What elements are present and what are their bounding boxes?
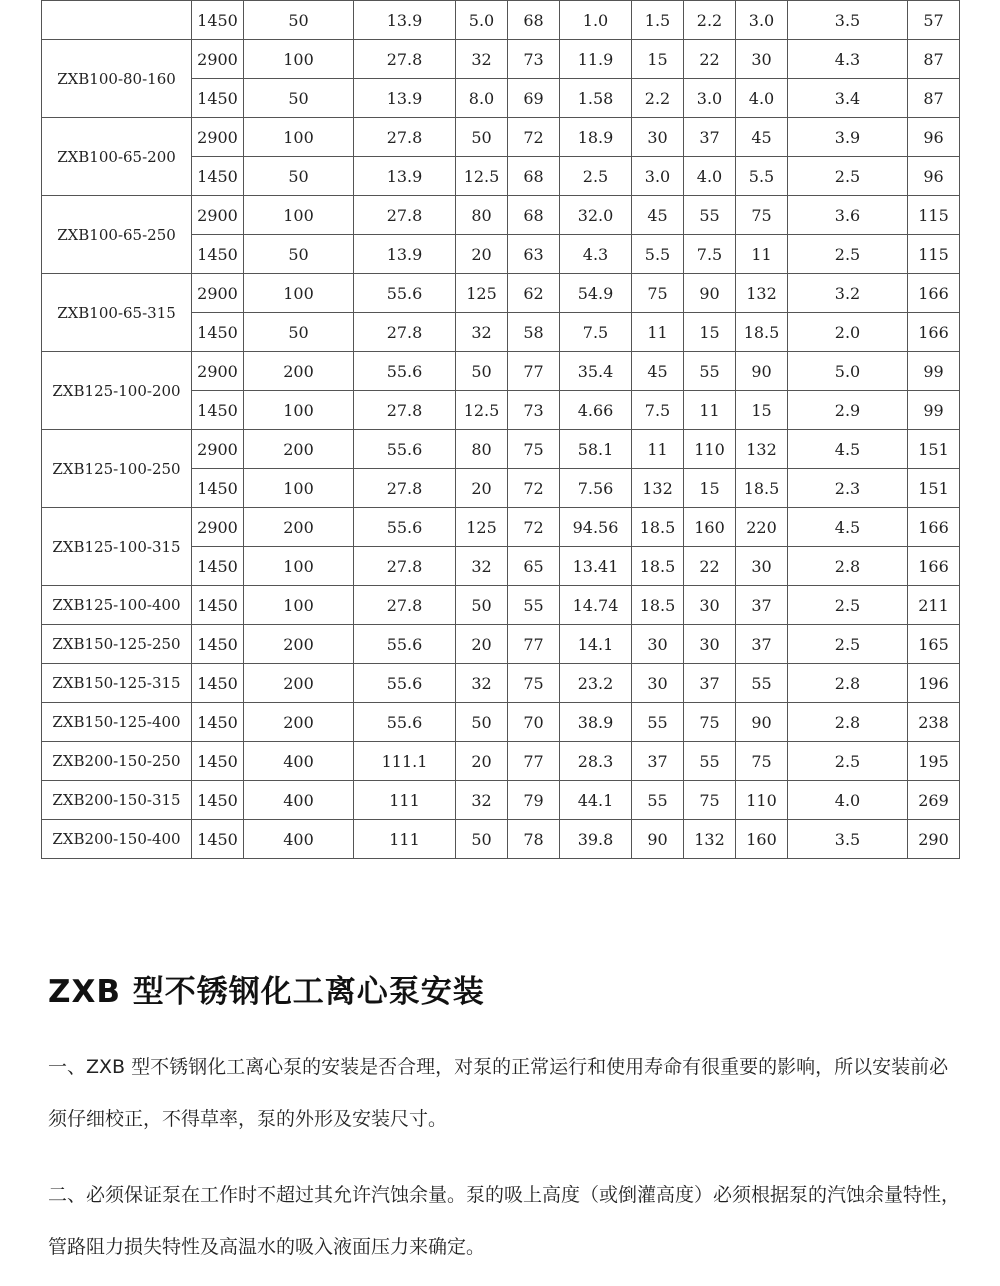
value-cell: 2.2 bbox=[632, 79, 684, 118]
value-cell: 1450 bbox=[192, 547, 244, 586]
value-cell: 2900 bbox=[192, 118, 244, 157]
value-cell: 18.5 bbox=[736, 313, 788, 352]
value-cell: 211 bbox=[908, 586, 960, 625]
value-cell: 11.9 bbox=[560, 40, 632, 79]
value-cell: 58.1 bbox=[560, 430, 632, 469]
value-cell: 100 bbox=[244, 196, 354, 235]
value-cell: 55 bbox=[684, 196, 736, 235]
value-cell: 3.0 bbox=[684, 79, 736, 118]
value-cell: 400 bbox=[244, 742, 354, 781]
value-cell: 27.8 bbox=[354, 196, 456, 235]
value-cell: 55 bbox=[684, 352, 736, 391]
value-cell: 3.0 bbox=[736, 1, 788, 40]
value-cell: 2.5 bbox=[788, 157, 908, 196]
value-cell: 55 bbox=[736, 664, 788, 703]
value-cell: 75 bbox=[508, 664, 560, 703]
value-cell: 75 bbox=[508, 430, 560, 469]
value-cell: 32 bbox=[456, 313, 508, 352]
value-cell: 75 bbox=[684, 781, 736, 820]
table-row bbox=[42, 508, 960, 547]
value-cell: 2.0 bbox=[788, 313, 908, 352]
value-cell: 55.6 bbox=[354, 430, 456, 469]
value-cell: 13.41 bbox=[560, 547, 632, 586]
table-row bbox=[42, 40, 960, 79]
value-cell: 55.6 bbox=[354, 274, 456, 313]
value-cell: 73 bbox=[508, 40, 560, 79]
value-cell: 11 bbox=[632, 313, 684, 352]
model-cell bbox=[42, 1, 192, 40]
table-row bbox=[42, 196, 960, 235]
value-cell: 100 bbox=[244, 118, 354, 157]
value-cell: 2.5 bbox=[788, 586, 908, 625]
value-cell: 11 bbox=[632, 430, 684, 469]
value-cell: 75 bbox=[736, 196, 788, 235]
value-cell: 18.5 bbox=[736, 469, 788, 508]
value-cell: 96 bbox=[908, 157, 960, 196]
value-cell: 2.8 bbox=[788, 547, 908, 586]
value-cell: 63 bbox=[508, 235, 560, 274]
value-cell: 18.5 bbox=[632, 547, 684, 586]
value-cell: 11 bbox=[684, 391, 736, 430]
value-cell: 7.56 bbox=[560, 469, 632, 508]
value-cell: 1450 bbox=[192, 235, 244, 274]
value-cell: 75 bbox=[632, 274, 684, 313]
value-cell: 30 bbox=[684, 625, 736, 664]
model-cell: ZXB150-125-400 bbox=[42, 703, 192, 742]
value-cell: 57 bbox=[908, 1, 960, 40]
value-cell: 75 bbox=[684, 703, 736, 742]
value-cell: 2.5 bbox=[788, 235, 908, 274]
value-cell: 55.6 bbox=[354, 664, 456, 703]
value-cell: 110 bbox=[736, 781, 788, 820]
value-cell: 77 bbox=[508, 352, 560, 391]
value-cell: 4.5 bbox=[788, 508, 908, 547]
value-cell: 1450 bbox=[192, 703, 244, 742]
value-cell: 13.9 bbox=[354, 157, 456, 196]
value-cell: 100 bbox=[244, 274, 354, 313]
value-cell: 45 bbox=[632, 352, 684, 391]
value-cell: 50 bbox=[456, 586, 508, 625]
value-cell: 4.5 bbox=[788, 430, 908, 469]
value-cell: 50 bbox=[244, 313, 354, 352]
value-cell: 4.66 bbox=[560, 391, 632, 430]
value-cell: 1450 bbox=[192, 742, 244, 781]
value-cell: 2900 bbox=[192, 430, 244, 469]
value-cell: 32 bbox=[456, 781, 508, 820]
value-cell: 196 bbox=[908, 664, 960, 703]
value-cell: 1450 bbox=[192, 391, 244, 430]
value-cell: 4.0 bbox=[684, 157, 736, 196]
value-cell: 7.5 bbox=[560, 313, 632, 352]
table-body bbox=[42, 1, 960, 859]
value-cell: 100 bbox=[244, 40, 354, 79]
value-cell: 15 bbox=[632, 40, 684, 79]
value-cell: 100 bbox=[244, 586, 354, 625]
model-cell: ZXB100-65-315 bbox=[42, 274, 192, 352]
value-cell: 28.3 bbox=[560, 742, 632, 781]
value-cell: 132 bbox=[684, 820, 736, 859]
table-row bbox=[42, 820, 960, 859]
value-cell: 3.5 bbox=[788, 1, 908, 40]
value-cell: 39.8 bbox=[560, 820, 632, 859]
model-cell: ZXB100-80-160 bbox=[42, 40, 192, 118]
value-cell: 7.5 bbox=[684, 235, 736, 274]
value-cell: 1450 bbox=[192, 664, 244, 703]
value-cell: 2.5 bbox=[788, 625, 908, 664]
value-cell: 238 bbox=[908, 703, 960, 742]
value-cell: 400 bbox=[244, 781, 354, 820]
value-cell: 2900 bbox=[192, 352, 244, 391]
value-cell: 200 bbox=[244, 508, 354, 547]
value-cell: 22 bbox=[684, 40, 736, 79]
value-cell: 200 bbox=[244, 352, 354, 391]
value-cell: 1450 bbox=[192, 781, 244, 820]
value-cell: 132 bbox=[736, 274, 788, 313]
value-cell: 15 bbox=[684, 469, 736, 508]
model-cell: ZXB125-100-315 bbox=[42, 508, 192, 586]
table-row bbox=[42, 586, 960, 625]
value-cell: 200 bbox=[244, 664, 354, 703]
value-cell: 87 bbox=[908, 40, 960, 79]
value-cell: 14.1 bbox=[560, 625, 632, 664]
model-cell: ZXB100-65-250 bbox=[42, 196, 192, 274]
value-cell: 30 bbox=[684, 586, 736, 625]
value-cell: 96 bbox=[908, 118, 960, 157]
table-row bbox=[42, 118, 960, 157]
value-cell: 68 bbox=[508, 157, 560, 196]
value-cell: 151 bbox=[908, 469, 960, 508]
value-cell: 2900 bbox=[192, 40, 244, 79]
value-cell: 37 bbox=[684, 118, 736, 157]
value-cell: 8.0 bbox=[456, 79, 508, 118]
value-cell: 55 bbox=[684, 742, 736, 781]
value-cell: 100 bbox=[244, 547, 354, 586]
value-cell: 99 bbox=[908, 352, 960, 391]
value-cell: 32 bbox=[456, 547, 508, 586]
model-cell: ZXB200-150-315 bbox=[42, 781, 192, 820]
value-cell: 2900 bbox=[192, 508, 244, 547]
value-cell: 55.6 bbox=[354, 508, 456, 547]
value-cell: 18.5 bbox=[632, 586, 684, 625]
value-cell: 37 bbox=[684, 664, 736, 703]
table-row bbox=[42, 430, 960, 469]
value-cell: 27.8 bbox=[354, 313, 456, 352]
value-cell: 160 bbox=[684, 508, 736, 547]
value-cell: 111 bbox=[354, 820, 456, 859]
value-cell: 65 bbox=[508, 547, 560, 586]
value-cell: 1450 bbox=[192, 469, 244, 508]
value-cell: 2.3 bbox=[788, 469, 908, 508]
value-cell: 90 bbox=[632, 820, 684, 859]
value-cell: 32 bbox=[456, 664, 508, 703]
value-cell: 35.4 bbox=[560, 352, 632, 391]
value-cell: 72 bbox=[508, 469, 560, 508]
value-cell: 20 bbox=[456, 235, 508, 274]
value-cell: 75 bbox=[736, 742, 788, 781]
value-cell: 27.8 bbox=[354, 40, 456, 79]
table-row bbox=[42, 274, 960, 313]
value-cell: 23.2 bbox=[560, 664, 632, 703]
section-title: ZXB 型不锈钢化工离心泵安装 bbox=[48, 974, 485, 1010]
value-cell: 12.5 bbox=[456, 157, 508, 196]
value-cell: 99 bbox=[908, 391, 960, 430]
value-cell: 27.8 bbox=[354, 547, 456, 586]
value-cell: 110 bbox=[684, 430, 736, 469]
value-cell: 2.9 bbox=[788, 391, 908, 430]
value-cell: 4.3 bbox=[560, 235, 632, 274]
value-cell: 50 bbox=[456, 703, 508, 742]
model-cell: ZXB200-150-400 bbox=[42, 820, 192, 859]
value-cell: 160 bbox=[736, 820, 788, 859]
value-cell: 30 bbox=[632, 664, 684, 703]
value-cell: 37 bbox=[632, 742, 684, 781]
value-cell: 1.58 bbox=[560, 79, 632, 118]
value-cell: 78 bbox=[508, 820, 560, 859]
value-cell: 50 bbox=[456, 820, 508, 859]
pump-spec-table bbox=[41, 0, 960, 859]
value-cell: 3.2 bbox=[788, 274, 908, 313]
value-cell: 20 bbox=[456, 742, 508, 781]
value-cell: 18.9 bbox=[560, 118, 632, 157]
value-cell: 37 bbox=[736, 586, 788, 625]
value-cell: 50 bbox=[456, 352, 508, 391]
value-cell: 200 bbox=[244, 430, 354, 469]
value-cell: 115 bbox=[908, 196, 960, 235]
value-cell: 37 bbox=[736, 625, 788, 664]
value-cell: 77 bbox=[508, 742, 560, 781]
model-cell: ZXB125-100-200 bbox=[42, 352, 192, 430]
value-cell: 2.2 bbox=[684, 1, 736, 40]
value-cell: 7.5 bbox=[632, 391, 684, 430]
value-cell: 50 bbox=[244, 1, 354, 40]
paragraph-1: 一、ZXB 型不锈钢化工离心泵的安装是否合理，对泵的正常运行和使用寿命有很重要的影响，所以安装前必须仔细校正，不得草率，泵的外形及安装尺寸。 bbox=[48, 1056, 949, 1130]
model-cell: ZXB150-125-250 bbox=[42, 625, 192, 664]
table-row bbox=[42, 742, 960, 781]
value-cell: 30 bbox=[632, 118, 684, 157]
value-cell: 2.5 bbox=[788, 742, 908, 781]
value-cell: 125 bbox=[456, 508, 508, 547]
model-cell: ZXB200-150-250 bbox=[42, 742, 192, 781]
value-cell: 13.9 bbox=[354, 1, 456, 40]
value-cell: 132 bbox=[736, 430, 788, 469]
value-cell: 5.0 bbox=[456, 1, 508, 40]
value-cell: 290 bbox=[908, 820, 960, 859]
value-cell: 2.8 bbox=[788, 703, 908, 742]
value-cell: 55 bbox=[632, 703, 684, 742]
value-cell: 132 bbox=[632, 469, 684, 508]
value-cell: 80 bbox=[456, 196, 508, 235]
value-cell: 2.5 bbox=[560, 157, 632, 196]
value-cell: 90 bbox=[736, 352, 788, 391]
value-cell: 32.0 bbox=[560, 196, 632, 235]
model-cell: ZXB100-65-200 bbox=[42, 118, 192, 196]
value-cell: 151 bbox=[908, 430, 960, 469]
model-cell: ZXB125-100-250 bbox=[42, 430, 192, 508]
table-row bbox=[42, 1, 960, 40]
value-cell: 68 bbox=[508, 196, 560, 235]
value-cell: 100 bbox=[244, 469, 354, 508]
value-cell: 1.0 bbox=[560, 1, 632, 40]
value-cell: 50 bbox=[244, 79, 354, 118]
value-cell: 111.1 bbox=[354, 742, 456, 781]
table-row bbox=[42, 352, 960, 391]
value-cell: 72 bbox=[508, 118, 560, 157]
value-cell: 58 bbox=[508, 313, 560, 352]
value-cell: 12.5 bbox=[456, 391, 508, 430]
model-cell: ZXB125-100-400 bbox=[42, 586, 192, 625]
value-cell: 62 bbox=[508, 274, 560, 313]
value-cell: 27.8 bbox=[354, 469, 456, 508]
value-cell: 54.9 bbox=[560, 274, 632, 313]
value-cell: 269 bbox=[908, 781, 960, 820]
model-cell: ZXB150-125-315 bbox=[42, 664, 192, 703]
value-cell: 90 bbox=[684, 274, 736, 313]
value-cell: 1450 bbox=[192, 1, 244, 40]
value-cell: 166 bbox=[908, 508, 960, 547]
value-cell: 1450 bbox=[192, 157, 244, 196]
value-cell: 200 bbox=[244, 625, 354, 664]
value-cell: 2900 bbox=[192, 196, 244, 235]
value-cell: 32 bbox=[456, 40, 508, 79]
value-cell: 94.56 bbox=[560, 508, 632, 547]
value-cell: 13.9 bbox=[354, 79, 456, 118]
value-cell: 1.5 bbox=[632, 1, 684, 40]
value-cell: 2.8 bbox=[788, 664, 908, 703]
value-cell: 1450 bbox=[192, 313, 244, 352]
value-cell: 166 bbox=[908, 274, 960, 313]
value-cell: 3.5 bbox=[788, 820, 908, 859]
value-cell: 1450 bbox=[192, 625, 244, 664]
value-cell: 15 bbox=[736, 391, 788, 430]
value-cell: 18.5 bbox=[632, 508, 684, 547]
value-cell: 50 bbox=[244, 235, 354, 274]
value-cell: 166 bbox=[908, 547, 960, 586]
value-cell: 45 bbox=[632, 196, 684, 235]
value-cell: 5.5 bbox=[632, 235, 684, 274]
table-row bbox=[42, 664, 960, 703]
value-cell: 1450 bbox=[192, 820, 244, 859]
value-cell: 3.0 bbox=[632, 157, 684, 196]
value-cell: 50 bbox=[456, 118, 508, 157]
value-cell: 3.9 bbox=[788, 118, 908, 157]
value-cell: 73 bbox=[508, 391, 560, 430]
value-cell: 20 bbox=[456, 625, 508, 664]
value-cell: 200 bbox=[244, 703, 354, 742]
value-cell: 14.74 bbox=[560, 586, 632, 625]
value-cell: 220 bbox=[736, 508, 788, 547]
value-cell: 38.9 bbox=[560, 703, 632, 742]
value-cell: 125 bbox=[456, 274, 508, 313]
value-cell: 30 bbox=[736, 40, 788, 79]
value-cell: 195 bbox=[908, 742, 960, 781]
value-cell: 165 bbox=[908, 625, 960, 664]
value-cell: 72 bbox=[508, 508, 560, 547]
value-cell: 11 bbox=[736, 235, 788, 274]
value-cell: 55.6 bbox=[354, 625, 456, 664]
value-cell: 3.6 bbox=[788, 196, 908, 235]
value-cell: 22 bbox=[684, 547, 736, 586]
value-cell: 2900 bbox=[192, 274, 244, 313]
value-cell: 90 bbox=[736, 703, 788, 742]
value-cell: 30 bbox=[736, 547, 788, 586]
value-cell: 5.5 bbox=[736, 157, 788, 196]
value-cell: 55 bbox=[508, 586, 560, 625]
value-cell: 4.0 bbox=[736, 79, 788, 118]
value-cell: 13.9 bbox=[354, 235, 456, 274]
paragraph-2: 二、必须保证泵在工作时不超过其允许汽蚀余量。泵的吸上高度（或倒灌高度）必须根据泵的汽蚀余量特性，管路阻力损失特性及高温水的吸入液面压力来确定。 bbox=[48, 1184, 961, 1258]
table-row bbox=[42, 703, 960, 742]
value-cell: 100 bbox=[244, 391, 354, 430]
value-cell: 30 bbox=[632, 625, 684, 664]
value-cell: 400 bbox=[244, 820, 354, 859]
value-cell: 79 bbox=[508, 781, 560, 820]
value-cell: 111 bbox=[354, 781, 456, 820]
value-cell: 166 bbox=[908, 313, 960, 352]
value-cell: 69 bbox=[508, 79, 560, 118]
value-cell: 4.0 bbox=[788, 781, 908, 820]
table-row bbox=[42, 781, 960, 820]
table-row bbox=[42, 625, 960, 664]
value-cell: 44.1 bbox=[560, 781, 632, 820]
value-cell: 68 bbox=[508, 1, 560, 40]
value-cell: 77 bbox=[508, 625, 560, 664]
value-cell: 20 bbox=[456, 469, 508, 508]
value-cell: 27.8 bbox=[354, 118, 456, 157]
value-cell: 5.0 bbox=[788, 352, 908, 391]
value-cell: 80 bbox=[456, 430, 508, 469]
value-cell: 27.8 bbox=[354, 391, 456, 430]
value-cell: 55.6 bbox=[354, 703, 456, 742]
value-cell: 70 bbox=[508, 703, 560, 742]
value-cell: 1450 bbox=[192, 79, 244, 118]
value-cell: 115 bbox=[908, 235, 960, 274]
value-cell: 55 bbox=[632, 781, 684, 820]
value-cell: 4.3 bbox=[788, 40, 908, 79]
value-cell: 87 bbox=[908, 79, 960, 118]
value-cell: 50 bbox=[244, 157, 354, 196]
value-cell: 27.8 bbox=[354, 586, 456, 625]
value-cell: 45 bbox=[736, 118, 788, 157]
value-cell: 55.6 bbox=[354, 352, 456, 391]
value-cell: 15 bbox=[684, 313, 736, 352]
value-cell: 1450 bbox=[192, 586, 244, 625]
value-cell: 3.4 bbox=[788, 79, 908, 118]
